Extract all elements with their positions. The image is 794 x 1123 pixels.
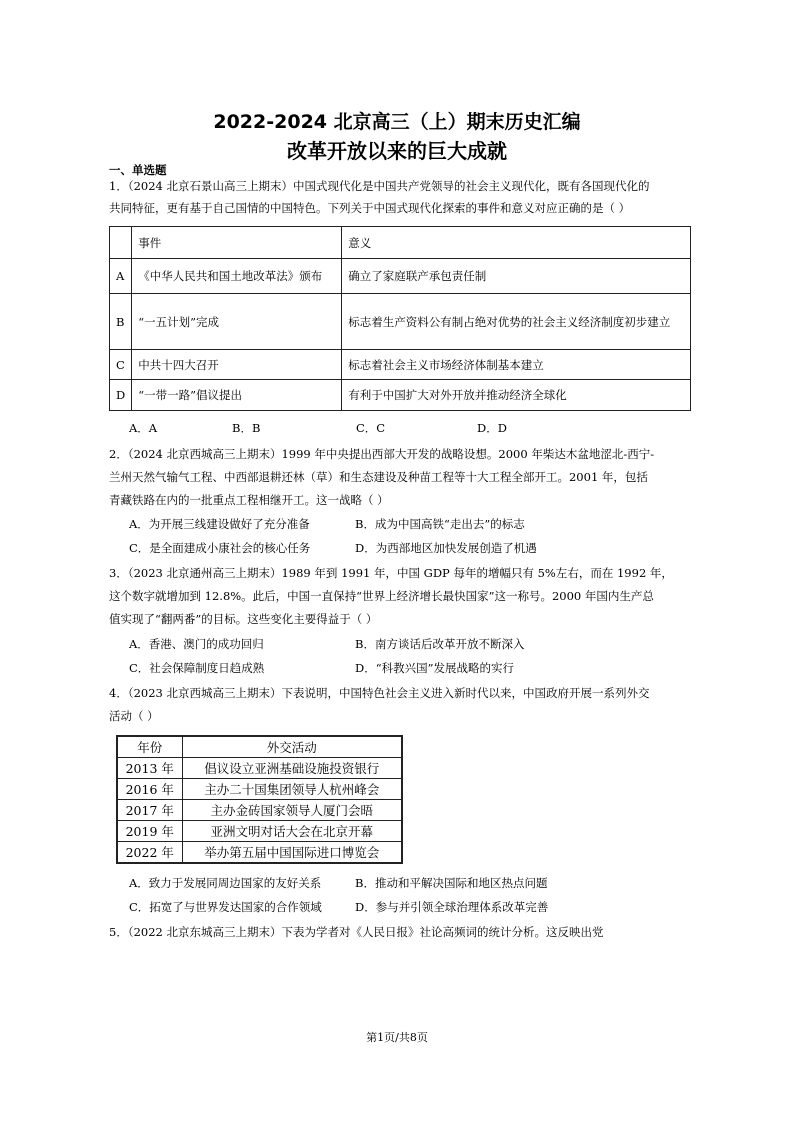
q2-option-c: C．是全面建成小康社会的核心任务 (129, 541, 311, 555)
q3-option-c: C．社会保障制度日趋成熟 (129, 661, 265, 675)
q2-stem-line3: 青藏铁路在内的一批重点工程相继开工。这一战略（ ） (109, 493, 389, 507)
table-row (110, 350, 691, 380)
q4-option-d: D．参与并引领全球治理体系改革完善 (355, 900, 549, 914)
section-heading: 一、单选题 (109, 163, 167, 177)
q4-table (116, 735, 403, 864)
q3-stem-line1: 3．（2023 北京通州高三上期末）1989 年到 1991 年，中国 GDP 每年的增幅只有 5%左右，而在 1992 年， (109, 566, 673, 580)
row-meaning: 确立了家庭联产承包责任制 (342, 259, 691, 294)
row-letter: B (110, 294, 132, 350)
row-letter: A (110, 259, 132, 294)
table-row (117, 758, 402, 779)
row-meaning: 标志着社会主义市场经济体制基本建立 (342, 350, 691, 380)
row-meaning: 标志着生产资料公有制占绝对优势的社会主义经济制度初步建立 (342, 294, 691, 350)
row-meaning: 有利于中国扩大对外开放并推动经济全球化 (342, 380, 691, 411)
row-event: 《中华人民共和国土地改革法》颁布 (132, 259, 342, 294)
q3-stem-line2: 这个数字就增加到 12.8%。此后，中国一直保持“世界上经济增长最快国家”这一称号。2000 年国内生产总 (109, 589, 654, 603)
table-cell: 2016 年 (117, 779, 182, 800)
table-cell: 2013 年 (117, 758, 182, 779)
table-row (110, 259, 691, 294)
q1-option-c: C．C (356, 421, 386, 435)
q1-option-b: B．B (232, 421, 261, 435)
table-header-row (117, 736, 402, 758)
table-header-row (110, 227, 691, 259)
q2-option-d: D．为西部地区加快发展创造了机遇 (355, 541, 537, 555)
page-footer: 第1页/共8页 (366, 1031, 428, 1044)
q1-stem-line1: 1．（2024 北京石景山高三上期末）中国式现代化是中国共产党领导的社会主义现代化，既有各国现代化的 (109, 179, 650, 193)
table-row (117, 842, 402, 864)
q3-stem-line3: 值实现了“翻两番”的目标。这些变化主要得益于（ ） (109, 612, 378, 626)
table-cell: 意义 (342, 227, 691, 259)
q3-option-a: A．香港、澳门的成功回归 (129, 637, 264, 651)
q2-stem-line2: 兰州天然气输气工程、中西部退耕还林（草）和生态建设及种苗工程等十大工程全部开工。2001 年，包括 (109, 470, 648, 484)
q4-option-a: A．致力于发展同周边国家的友好关系 (129, 876, 322, 890)
row-event: “一五计划”完成 (132, 294, 342, 350)
table-cell: 2019 年 (117, 821, 182, 842)
table-row (110, 380, 691, 411)
table-row (117, 821, 402, 842)
q2-stem-line1: 2．（2024 北京西城高三上期末）1999 年中央提出西部大开发的战略设想。2000 年柴达木盆地涩北-西宁- (109, 447, 655, 461)
q3-option-b: B．南方谈话后改革开放不断深入 (355, 637, 525, 651)
table-cell: 亚洲文明对话大会在北京开幕 (182, 821, 402, 842)
document-title-line1: 2022-2024 北京高三（上）期末历史汇编 (213, 111, 581, 133)
table-cell: 年份 (117, 736, 182, 758)
document-title-line2: 改革开放以来的巨大成就 (287, 139, 507, 163)
table-cell: 主办金砖国家领导人厦门会晤 (182, 800, 402, 821)
q1-stem-line2: 共同特征，更有基于自己国情的中国特色。下列关于中国式现代化探索的事件和意义对应正确的是（ ） (109, 201, 631, 215)
q2-option-b: B．成为中国高铁“走出去”的标志 (355, 517, 525, 531)
row-letter: C (110, 350, 132, 380)
q2-option-a: A．为开展三线建设做好了充分准备 (129, 517, 310, 531)
q4-stem-line1: 4．（2023 北京西城高三上期末）下表说明，中国特色社会主义进入新时代以来，中国政府开展一系列外交 (109, 686, 650, 700)
row-letter: D (110, 380, 132, 411)
table-row (117, 800, 402, 821)
q5-stem-line1: 5．（2022 北京东城高三上期末）下表为学者对《人民日报》社论高频词的统计分析。这反映出党 (109, 925, 604, 939)
table-cell: 外交活动 (182, 736, 402, 758)
table-cell (110, 227, 132, 259)
q3-option-d: D．“科教兴国”发展战略的实行 (355, 661, 514, 675)
row-event: “一带一路”倡议提出 (132, 380, 342, 411)
row-event: 中共十四大召开 (132, 350, 342, 380)
table-cell: 事件 (132, 227, 342, 259)
table-cell: 2017 年 (117, 800, 182, 821)
q1-option-a: A．A (129, 421, 158, 435)
q1-table (109, 226, 691, 411)
table-cell: 主办二十国集团领导人杭州峰会 (182, 779, 402, 800)
table-cell: 举办第五届中国国际进口博览会 (182, 842, 402, 864)
table-row (117, 779, 402, 800)
table-cell: 倡议设立亚洲基础设施投资银行 (182, 758, 402, 779)
q4-option-b: B．推动和平解决国际和地区热点问题 (355, 876, 548, 890)
table-cell: 2022 年 (117, 842, 182, 864)
table-row (110, 294, 691, 350)
q4-option-c: C．拓宽了与世界发达国家的合作领域 (129, 900, 322, 914)
q1-option-d: D．D (477, 421, 507, 435)
q4-stem-line2: 活动（ ） (109, 709, 159, 723)
